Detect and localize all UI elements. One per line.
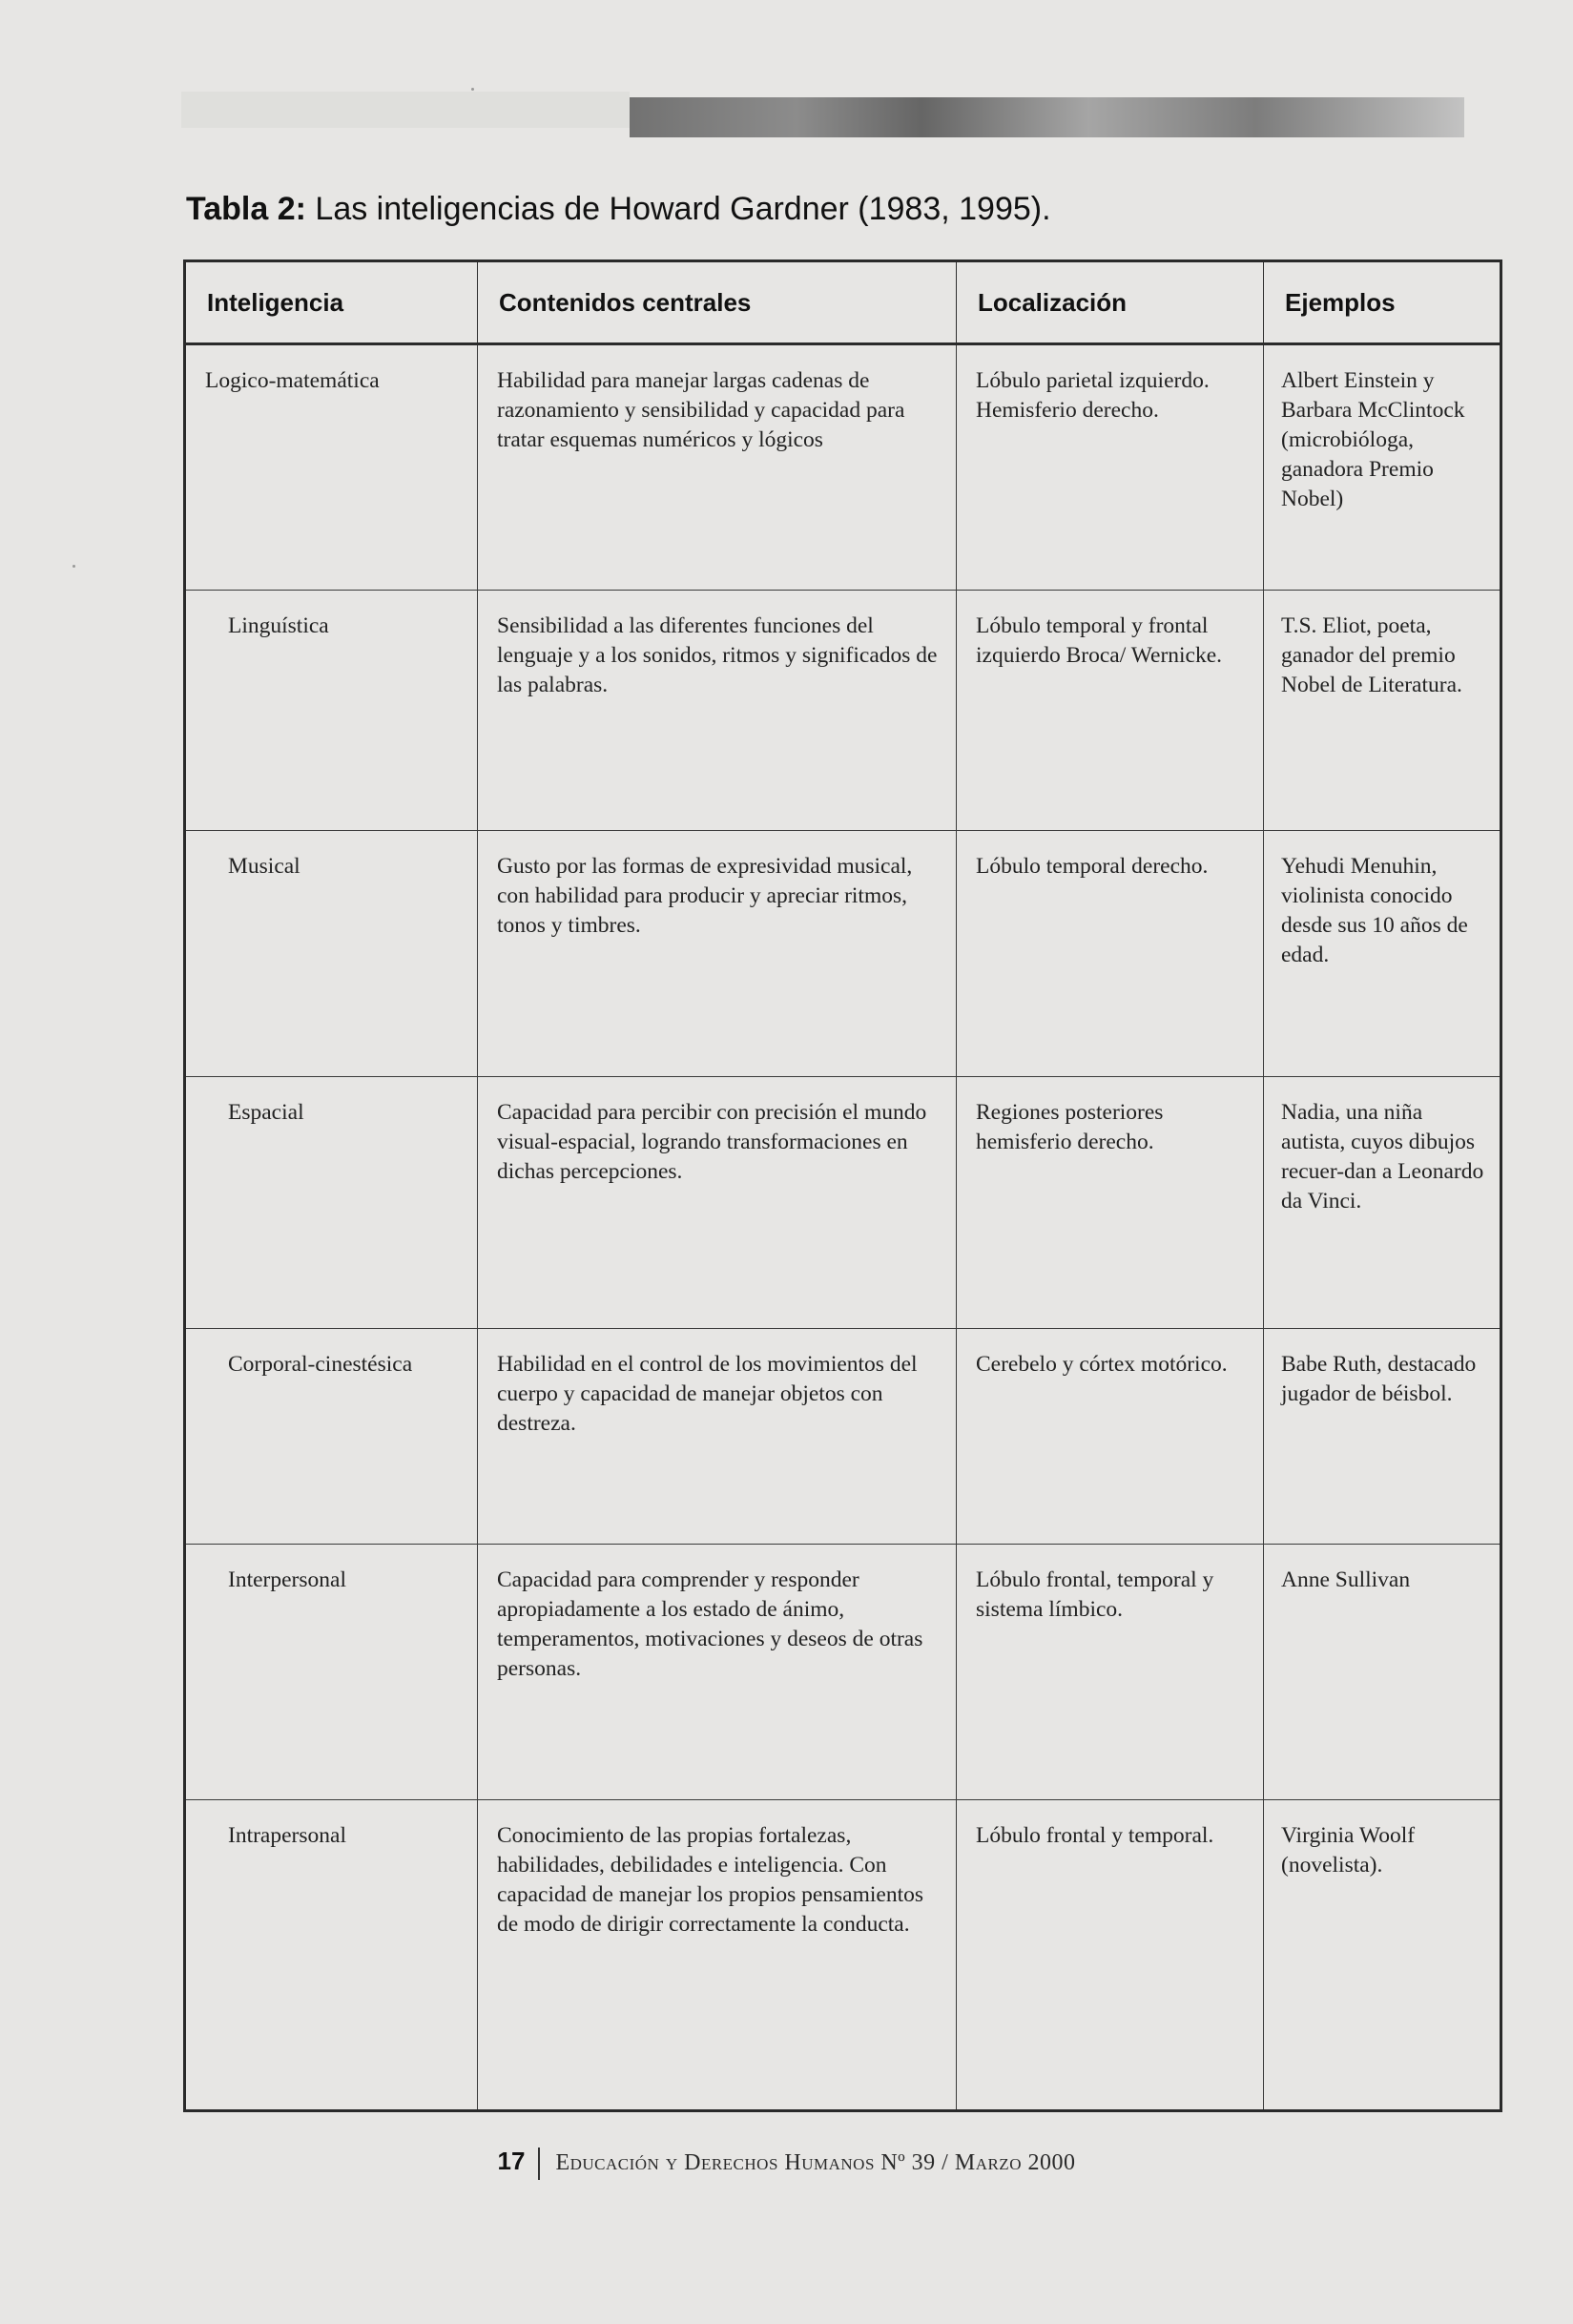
cell-localizacion: Lóbulo temporal derecho.	[957, 831, 1264, 1077]
cell-ejemplos: Yehudi Menuhin, violinista conocido desde sus 10 años de edad.	[1264, 831, 1501, 1077]
page-footer	[0, 2147, 1573, 2180]
cell-ejemplos: Nadia, una niña autista, cuyos dibujos recuer-dan a Leonardo da Vinci.	[1264, 1077, 1501, 1329]
table-row	[185, 1800, 1501, 2111]
cell-inteligencia: Linguística	[185, 591, 478, 831]
footer-divider	[538, 2148, 540, 2180]
header-ejemplos: Ejemplos	[1264, 261, 1501, 344]
table-label: Tabla 2:	[186, 191, 306, 227]
cell-contenidos: Sensibilidad a las diferentes funciones del lenguaje y a los sonidos, ritmos y significados de las palabras.	[478, 591, 957, 831]
cell-contenidos: Habilidad para manejar largas cadenas de razonamiento y sensibilidad y capacidad para tratar esquemas numéricos y lógicos	[478, 344, 957, 591]
scan-speck	[471, 88, 474, 91]
table-caption: Las inteligencias de Howard Gardner (1983, 1995).	[315, 191, 1051, 227]
cell-contenidos: Conocimiento de las propias fortalezas, habilidades, debilidades e inteligencia. Con capacidad de manejar los propios pensamientos de modo de dirigir correctamente la conducta.	[478, 1800, 957, 2111]
cell-ejemplos: Virginia Woolf (novelista).	[1264, 1800, 1501, 2111]
scan-artifact-band	[630, 97, 1464, 137]
gardner-intelligences-table	[183, 259, 1502, 2112]
journal-info: Educación y Derechos Humanos Nº 39 / Marzo 2000	[555, 2150, 1076, 2175]
cell-inteligencia: Logico-matemática	[185, 344, 478, 591]
cell-localizacion: Lóbulo frontal, temporal y sistema límbico.	[957, 1545, 1264, 1800]
header-inteligencia: Inteligencia	[185, 261, 478, 344]
scan-shadow	[181, 92, 630, 128]
cell-contenidos: Habilidad en el control de los movimientos del cuerpo y capacidad de manejar objetos con destreza.	[478, 1329, 957, 1545]
cell-ejemplos: T.S. Eliot, poeta, ganador del premio Nobel de Literatura.	[1264, 591, 1501, 831]
cell-ejemplos: Babe Ruth, destacado jugador de béisbol.	[1264, 1329, 1501, 1545]
header-localizacion: Localización	[957, 261, 1264, 344]
table-row	[185, 1077, 1501, 1329]
cell-inteligencia: Corporal-cinestésica	[185, 1329, 478, 1545]
cell-localizacion: Lóbulo temporal y frontal izquierdo Broca/ Wernicke.	[957, 591, 1264, 831]
table-row	[185, 1545, 1501, 1800]
table-row	[185, 344, 1501, 591]
cell-inteligencia: Interpersonal	[185, 1545, 478, 1800]
table-row	[185, 1329, 1501, 1545]
header-row	[185, 261, 1501, 344]
page-number: 17	[497, 2147, 526, 2175]
header-contenidos: Contenidos centrales	[478, 261, 957, 344]
cell-localizacion: Lóbulo frontal y temporal.	[957, 1800, 1264, 2111]
scan-speck	[72, 565, 75, 568]
cell-localizacion: Cerebelo y córtex motórico.	[957, 1329, 1264, 1545]
table-row	[185, 591, 1501, 831]
table-row	[185, 831, 1501, 1077]
cell-contenidos: Gusto por las formas de expresividad musical, con habilidad para producir y apreciar ritmos, tonos y timbres.	[478, 831, 957, 1077]
cell-ejemplos: Anne Sullivan	[1264, 1545, 1501, 1800]
cell-inteligencia: Musical	[185, 831, 478, 1077]
cell-localizacion: Lóbulo parietal izquierdo. Hemisferio derecho.	[957, 344, 1264, 591]
cell-inteligencia: Intrapersonal	[185, 1800, 478, 2111]
table-title	[186, 191, 1051, 228]
cell-ejemplos: Albert Einstein y Barbara McClintock (microbióloga, ganadora Premio Nobel)	[1264, 344, 1501, 591]
cell-contenidos: Capacidad para percibir con precisión el mundo visual-espacial, logrando transformaciones en dichas percepciones.	[478, 1077, 957, 1329]
cell-inteligencia: Espacial	[185, 1077, 478, 1329]
cell-localizacion: Regiones posteriores hemisferio derecho.	[957, 1077, 1264, 1329]
cell-contenidos: Capacidad para comprender y responder apropiadamente a los estado de ánimo, temperamentos, motivaciones y deseos de otras personas.	[478, 1545, 957, 1800]
